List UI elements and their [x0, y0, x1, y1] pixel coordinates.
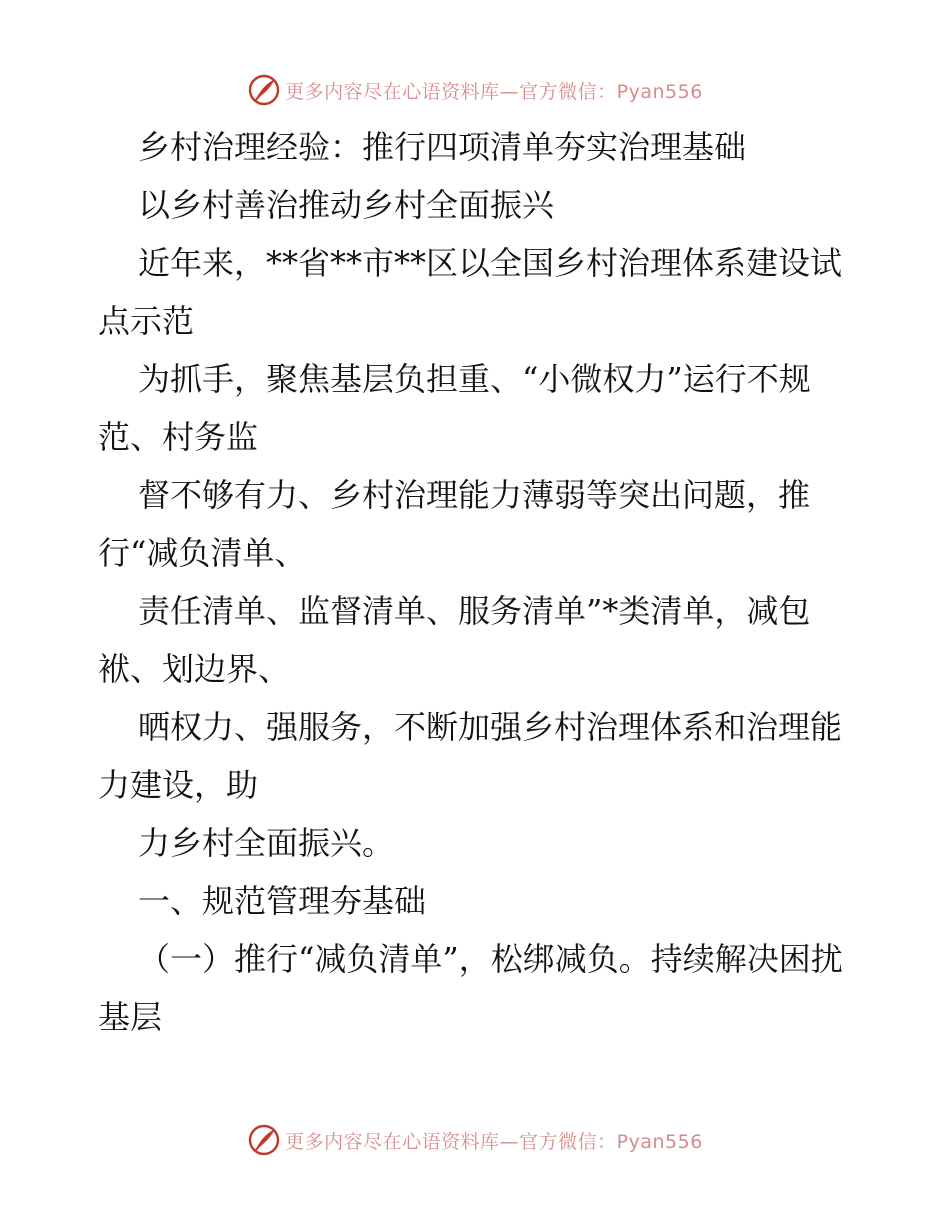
feather-pen-logo-icon [247, 73, 281, 107]
paragraph-body: （一）推行“减负清单”，松绑减负。持续解决困扰基层 [98, 940, 843, 1036]
feather-pen-logo-icon [247, 1123, 281, 1157]
footer-watermark [0, 1120, 950, 1160]
paragraph-body: 晒权力、强服务，不断加强乡村治理体系和治理能力建设，助 [98, 708, 843, 804]
document-body [98, 118, 854, 1046]
paragraph-body: 为抓手，聚焦基层负担重、“小微权力”运行不规范、村务监 [98, 360, 811, 456]
header-watermark [0, 70, 950, 110]
paragraph-title: 乡村治理经验：推行四项清单夯实治理基础 [138, 128, 747, 166]
paragraph-subtitle: 以乡村善治推动乡村全面振兴 [138, 186, 555, 224]
watermark-text: 更多内容尽在心语资料库—官方微信：Pyan556 [285, 80, 703, 103]
paragraph-body: 力乡村全面振兴。 [138, 824, 395, 862]
paragraph-body: 近年来，**省**市**区以全国乡村治理体系建设试点示范 [98, 244, 843, 340]
paragraph-body: 责任清单、监督清单、服务清单”*类清单，减包袱、划边界、 [98, 592, 811, 688]
watermark-text: 更多内容尽在心语资料库—官方微信：Pyan556 [285, 1130, 703, 1153]
section-heading: 一、规范管理夯基础 [138, 882, 427, 920]
paragraph-body: 督不够有力、乡村治理能力薄弱等突出问题，推行“减负清单、 [98, 476, 811, 572]
